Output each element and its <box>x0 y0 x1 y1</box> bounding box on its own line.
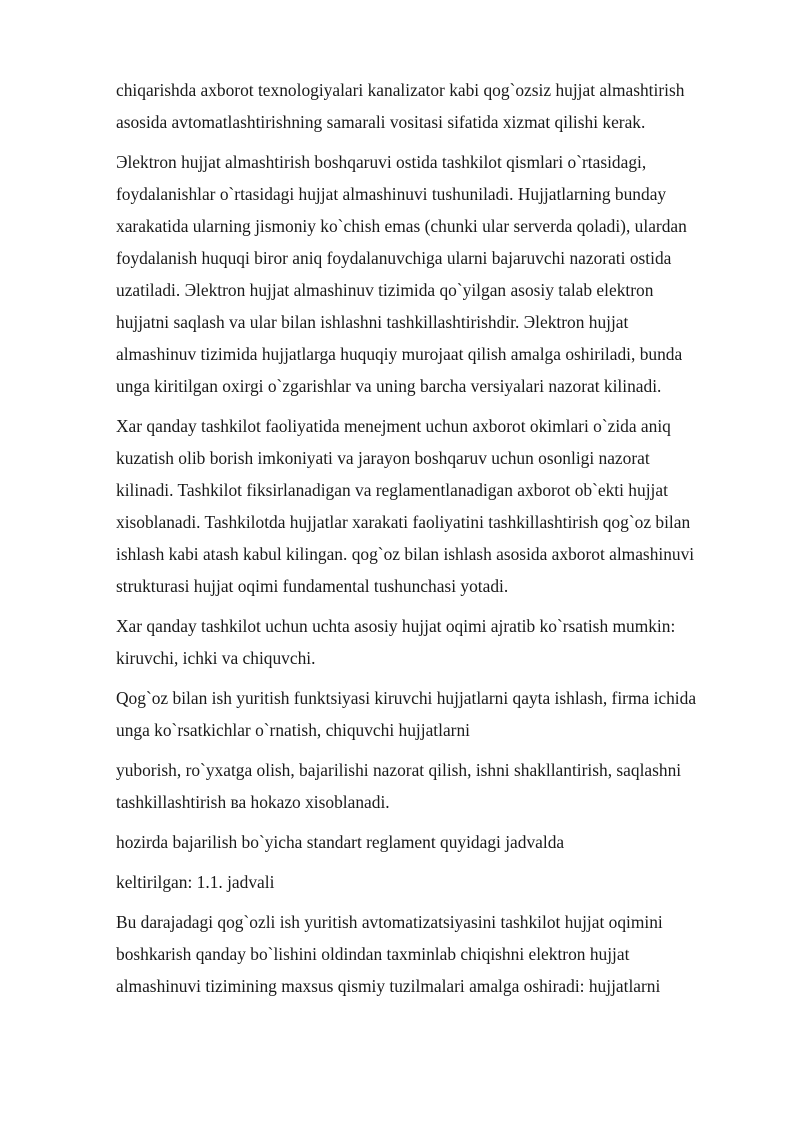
paragraph <box>116 754 756 818</box>
text-line: Xar qanday tashkilot faoliyatida menejment uchun axborot okimlari o`zida aniq <box>116 416 671 436</box>
text-line: tashkillashtirish ва hokazo xisoblanadi. <box>116 792 390 812</box>
text-line: ishlash kabi atash kabul kilingan. qog`oz bilan ishlash asosida axborot almashinuvi <box>116 544 695 564</box>
paragraph <box>116 410 756 602</box>
text-line: Qog`oz bilan ish yuritish funktsiyasi kiruvchi hujjatlarni qayta ishlash, firma ichida <box>116 688 697 708</box>
paragraph <box>116 906 756 1002</box>
text-line: asosida avtomatlashtirishning samarali vositasi sifatida xizmat qilishi kerak. <box>116 112 646 132</box>
text-line: kilinadi. Tashkilot fiksirlanadigan va reglamentlanadigan axborot ob`ekti hujjat <box>116 480 668 500</box>
text-line: boshkarish qanday bo`lishini oldindan taxminlab chiqishni elektron hujjat <box>116 944 630 964</box>
text-line: strukturasi hujjat oqimi fundamental tushunchasi yotadi. <box>116 576 509 596</box>
text-line: Эlektron hujjat almashtirish boshqaruvi ostida tashkilot qismlari o`rtasidagi, <box>116 152 647 172</box>
paragraph <box>116 826 756 858</box>
text-line: Xar qanday tashkilot uchun uchta asosiy hujjat oqimi ajratib ko`rsatish mumkin: <box>116 616 676 636</box>
text-line: keltirilgan: 1.1. jadvali <box>116 872 275 892</box>
text-line: unga ko`rsatkichlar o`rnatish, chiquvchi hujjatlarni <box>116 720 470 740</box>
text-line: foydalanishlar o`rtasidagi hujjat almashinuvi tushuniladi. Hujjatlarning bunday <box>116 184 667 204</box>
text-line: Bu darajadagi qog`ozli ish yuritish avtomatizatsiyasini tashkilot hujjat oqimini <box>116 912 663 932</box>
text-line: almashinuvi tizimining maxsus qismiy tuzilmalari amalga oshiradi: hujjatlarni <box>116 976 661 996</box>
paragraph <box>116 866 756 898</box>
text-line: kiruvchi, ichki va chiquvchi. <box>116 648 316 668</box>
paragraph <box>116 74 756 138</box>
paragraph <box>116 682 756 746</box>
text-line: hujjatni saqlash va ular bilan ishlashni tashkillashtirishdir. Эlektron hujjat <box>116 312 629 332</box>
text-line: chiqarishda axborot texnologiyalari kanalizator kabi qog`ozsiz hujjat almashtirish <box>116 80 685 100</box>
paragraph <box>116 610 756 674</box>
text-line: unga kiritilgan oxirgi o`zgarishlar va uning barcha versiyalari nazorat kilinadi. <box>116 376 662 396</box>
text-line: almashinuv tizimida hujjatlarga huquqiy murojaat qilish amalga oshiriladi, bunda <box>116 344 683 364</box>
paragraph <box>116 146 756 402</box>
text-line: xarakatida ularning jismoniy ko`chish emas (chunki ular serverda qoladi), ulardan <box>116 216 687 236</box>
text-line: xisoblanadi. Tashkilotda hujjatlar xarakati faoliyatini tashkillashtirish qog`oz bilan <box>116 512 691 532</box>
text-line: foydalanish huquqi biror aniq foydalanuvchiga ularni bajaruvchi nazorati ostida <box>116 248 672 268</box>
document-page <box>116 74 756 1010</box>
text-line: uzatiladi. Эlektron hujjat almashinuv tizimida qo`yilgan asosiy talab elektron <box>116 280 654 300</box>
text-line: hozirda bajarilish bo`yicha standart reglament quyidagi jadvalda <box>116 832 565 852</box>
text-line: kuzatish olib borish imkoniyati va jarayon boshqaruv uchun osonligi nazorat <box>116 448 650 468</box>
text-line: yuborish, ro`yxatga olish, bajarilishi nazorat qilish, ishni shakllantirish, saqlashni <box>116 760 682 780</box>
